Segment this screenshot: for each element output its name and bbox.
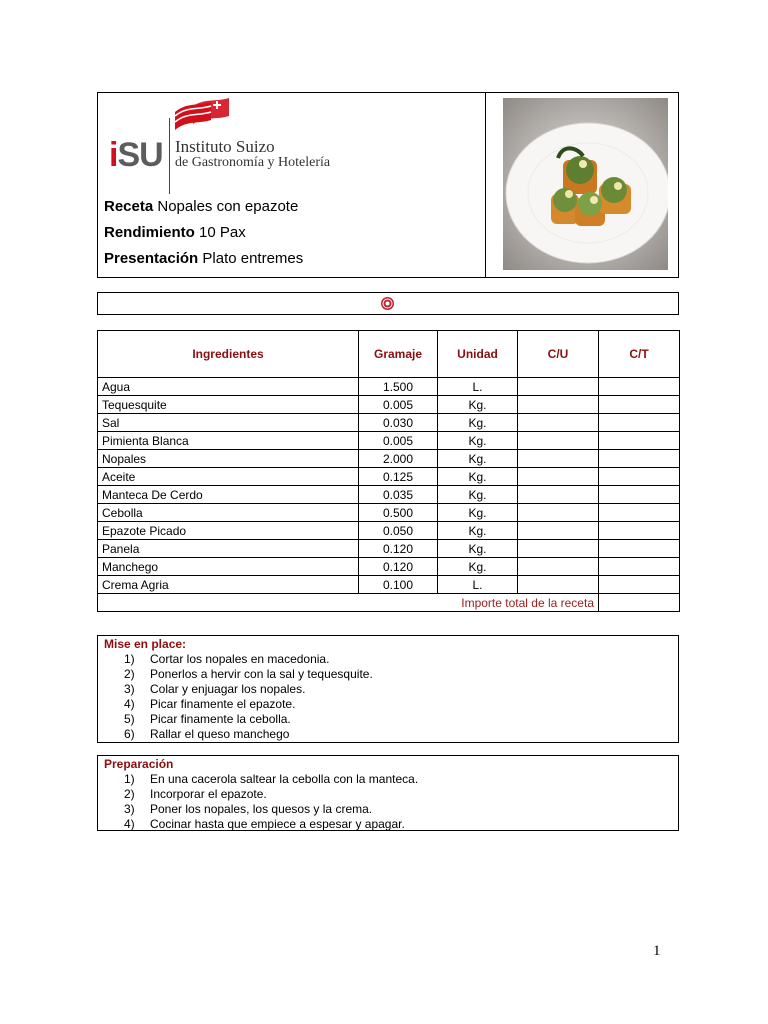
yield-label: Rendimiento <box>104 224 195 241</box>
table-row <box>98 414 680 432</box>
ingredient-cu <box>518 450 599 468</box>
recipe-name-line <box>104 198 298 215</box>
table-row <box>98 432 680 450</box>
ingredient-name: Sal <box>98 414 359 432</box>
ingredient-name: Nopales <box>98 450 359 468</box>
total-label: Importe total de la receta <box>98 594 599 612</box>
ingredient-gramaje: 0.030 <box>359 414 438 432</box>
ingredient-ct <box>599 576 680 594</box>
ingredient-cu <box>518 486 599 504</box>
table-row <box>98 558 680 576</box>
ingredient-cu <box>518 558 599 576</box>
ingredient-gramaje: 0.120 <box>359 558 438 576</box>
mise-en-place-list <box>104 652 672 742</box>
ingredient-cu <box>518 540 599 558</box>
ingredient-cu <box>518 468 599 486</box>
dish-photo <box>503 98 668 270</box>
ingredient-name: Panela <box>98 540 359 558</box>
ingredient-name: Agua <box>98 378 359 396</box>
ingredient-cu <box>518 414 599 432</box>
list-item: 4) Picar finamente el epazote. <box>124 697 296 711</box>
header-ingredientes: Ingredientes <box>98 331 359 378</box>
ingredient-unidad: Kg. <box>438 486 518 504</box>
ingredient-ct <box>599 486 680 504</box>
ingredient-ct <box>599 450 680 468</box>
ingredient-ct <box>599 468 680 486</box>
ingredient-unidad: Kg. <box>438 450 518 468</box>
ingredient-unidad: Kg. <box>438 522 518 540</box>
ingredient-ct <box>599 522 680 540</box>
table-row <box>98 576 680 594</box>
ingredient-gramaje: 2.000 <box>359 450 438 468</box>
list-item: 6) Rallar el queso manchego <box>124 727 290 741</box>
swiss-flag-icon <box>173 98 231 138</box>
mise-en-place-section <box>97 635 679 743</box>
preparacion-list <box>104 772 672 832</box>
preparacion-title: Preparación <box>104 757 174 771</box>
recipe-value: Nopales con epazote <box>157 198 299 215</box>
header-gramaje: Gramaje <box>359 331 438 378</box>
ingredient-gramaje: 0.120 <box>359 540 438 558</box>
logo-institute-subtitle: de Gastronomía y Hotelería <box>175 155 331 170</box>
ingredient-ct <box>599 540 680 558</box>
header-cu: C/U <box>518 331 599 378</box>
ingredient-name: Manchego <box>98 558 359 576</box>
ingredient-cu <box>518 432 599 450</box>
ingredient-gramaje: 0.035 <box>359 486 438 504</box>
ingredient-name: Crema Agria <box>98 576 359 594</box>
ingredient-cu <box>518 522 599 540</box>
ingredient-ct <box>599 414 680 432</box>
ingredient-ct <box>599 432 680 450</box>
logo-separator <box>169 118 170 194</box>
ingredient-name: Manteca De Cerdo <box>98 486 359 504</box>
header-ct: C/T <box>599 331 680 378</box>
ingredient-name: Cebolla <box>98 504 359 522</box>
presentation-value: Plato entremes <box>202 250 304 267</box>
list-item: 1) Cortar los nopales en macedonia. <box>124 652 330 666</box>
list-item: 2) Incorporar el epazote. <box>124 787 267 801</box>
list-item: 2) Ponerlos a hervir con la sal y tequesquite. <box>124 667 373 681</box>
ingredient-gramaje: 0.005 <box>359 396 438 414</box>
ingredient-ct <box>599 396 680 414</box>
table-row <box>98 522 680 540</box>
ingredient-name: Pimienta Blanca <box>98 432 359 450</box>
ingredient-gramaje: 0.005 <box>359 432 438 450</box>
isu-logo <box>107 98 331 198</box>
table-total-row <box>98 594 680 612</box>
table-row <box>98 450 680 468</box>
ingredient-unidad: Kg. <box>438 468 518 486</box>
preparacion-section <box>97 755 679 831</box>
ingredient-unidad: Kg. <box>438 540 518 558</box>
ingredient-unidad: Kg. <box>438 558 518 576</box>
list-item: 3) Colar y enjuagar los nopales. <box>124 682 306 696</box>
red-circle-icon <box>380 296 395 311</box>
page-number: 1 <box>653 943 661 959</box>
table-row <box>98 468 680 486</box>
logo-institute-name: Instituto Suizo <box>175 137 275 156</box>
mise-en-place-title: Mise en place: <box>104 637 187 651</box>
table-row <box>98 378 680 396</box>
ingredient-name: Epazote Picado <box>98 522 359 540</box>
ingredient-cu <box>518 576 599 594</box>
separator-bar <box>97 292 679 315</box>
ingredient-gramaje: 0.100 <box>359 576 438 594</box>
ingredient-unidad: Kg. <box>438 396 518 414</box>
ingredient-cu <box>518 396 599 414</box>
ingredient-unidad: Kg. <box>438 414 518 432</box>
ingredient-unidad: Kg. <box>438 432 518 450</box>
list-item: 1) En una cacerola saltear la cebolla con la manteca. <box>124 772 419 786</box>
presentation-label: Presentación <box>104 250 199 267</box>
recipe-label: Receta <box>104 198 154 215</box>
ingredient-unidad: L. <box>438 576 518 594</box>
header-divider <box>485 93 486 277</box>
ingredient-cu <box>518 378 599 396</box>
ingredient-ct <box>599 558 680 576</box>
table-row <box>98 486 680 504</box>
yield-value: 10 Pax <box>199 224 246 241</box>
ingredients-table <box>97 330 680 612</box>
ingredient-gramaje: 1.500 <box>359 378 438 396</box>
ingredient-name: Tequesquite <box>98 396 359 414</box>
ingredient-gramaje: 0.050 <box>359 522 438 540</box>
ingredient-name: Aceite <box>98 468 359 486</box>
table-row <box>98 504 680 522</box>
ingredient-unidad: Kg. <box>438 504 518 522</box>
yield-line <box>104 224 246 241</box>
recipe-header <box>97 92 679 278</box>
ingredient-ct <box>599 504 680 522</box>
header-unidad: Unidad <box>438 331 518 378</box>
ingredient-ct <box>599 378 680 396</box>
list-item: 5) Picar finamente la cebolla. <box>124 712 291 726</box>
list-item: 3) Poner los nopales, los quesos y la crema. <box>124 802 373 816</box>
ingredient-cu <box>518 504 599 522</box>
table-header-row <box>98 331 680 378</box>
ingredient-unidad: L. <box>438 378 518 396</box>
ingredient-gramaje: 0.500 <box>359 504 438 522</box>
presentation-line <box>104 250 303 267</box>
total-value <box>599 594 680 612</box>
table-row <box>98 540 680 558</box>
list-item: 4) Cocinar hasta que empiece a espesar y apagar. <box>124 817 405 831</box>
ingredient-gramaje: 0.125 <box>359 468 438 486</box>
logo-abbreviation: iSU <box>109 136 163 174</box>
table-row <box>98 396 680 414</box>
